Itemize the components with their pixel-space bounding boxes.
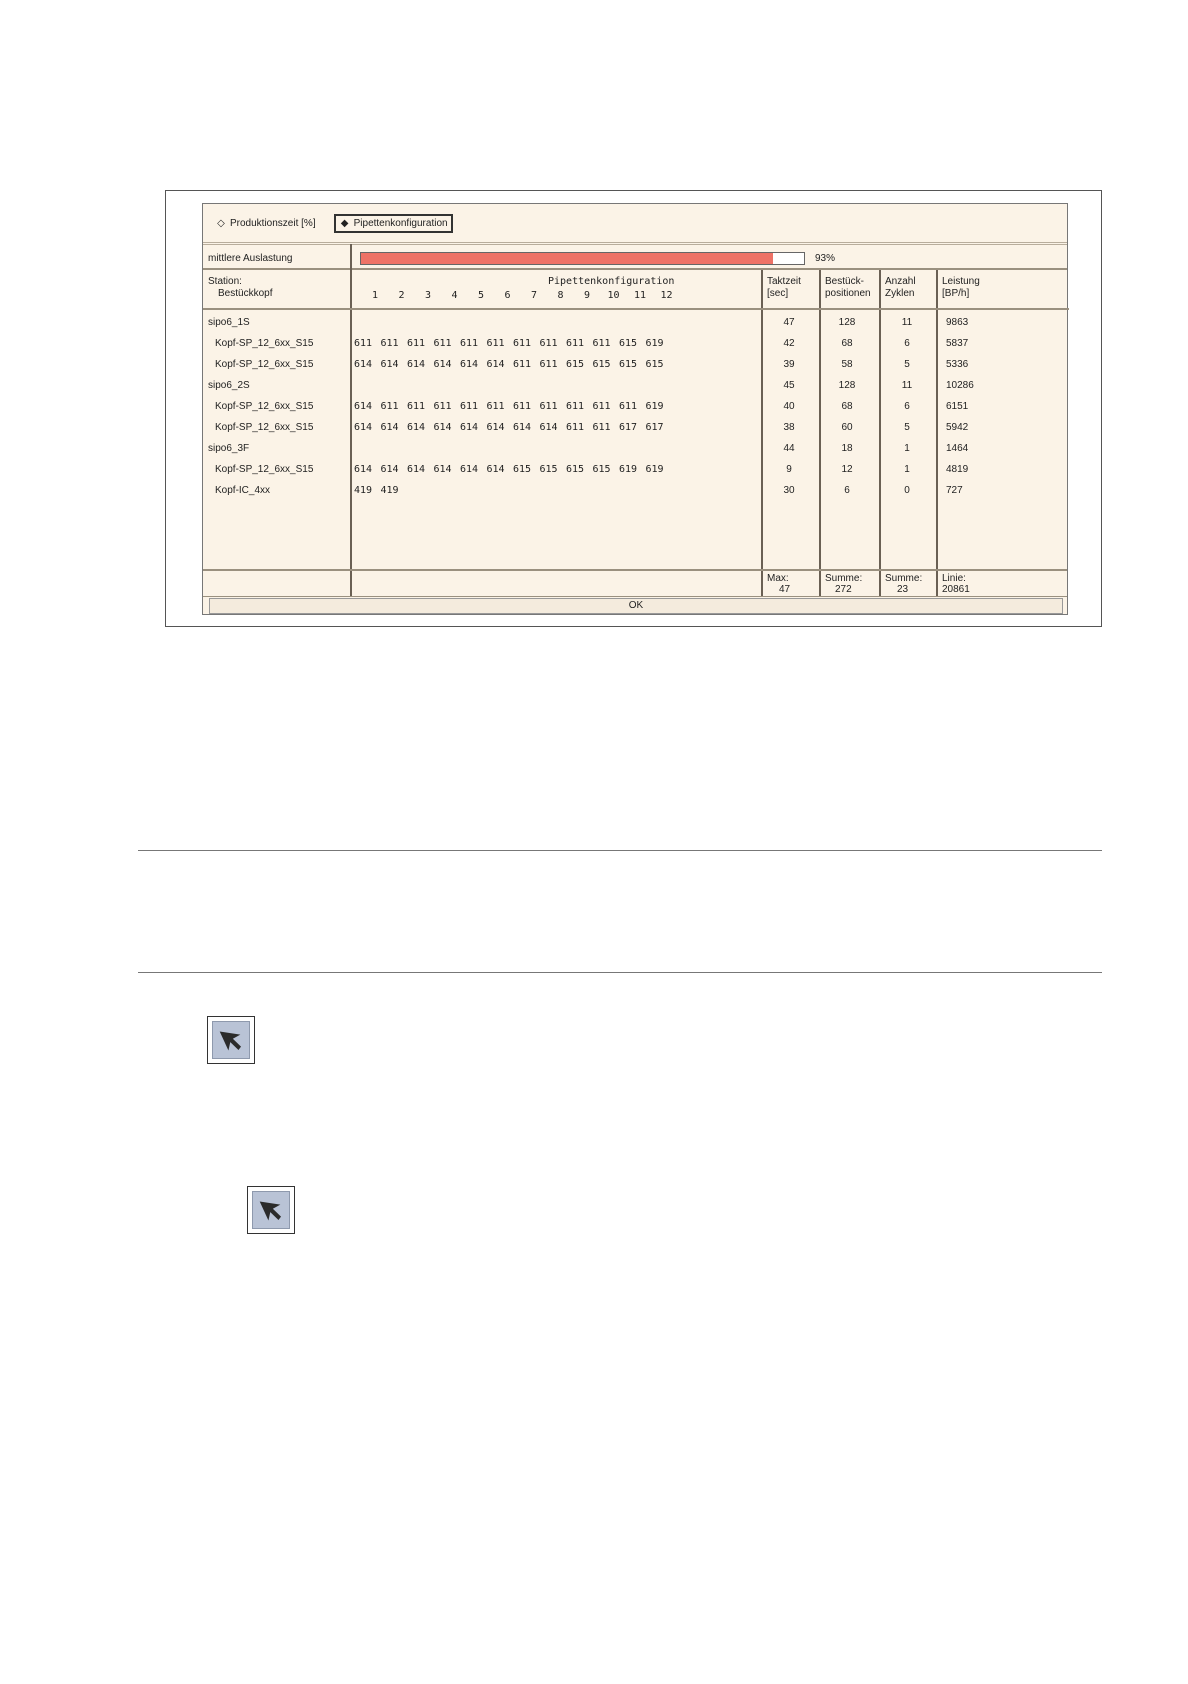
mode-bar — [203, 204, 1067, 243]
position-number: 2 — [398, 290, 405, 301]
takt-value: 47 — [783, 317, 795, 328]
pipette-cell: 611 — [407, 338, 426, 349]
pipette-cell: 614 — [354, 422, 373, 433]
pipette-cell: 611 — [513, 401, 532, 412]
placements-value: 128 — [838, 380, 856, 391]
pointer-arrow-icon — [212, 1021, 250, 1059]
pipette-cell: 617 — [619, 422, 638, 433]
head-name: Kopf-SP_12_6xx_S15 — [215, 422, 314, 433]
placements-value: 60 — [841, 422, 853, 433]
header-takt-label: Taktzeit — [767, 276, 801, 287]
table-row — [203, 480, 1069, 502]
utilization-bar-fill — [361, 253, 773, 264]
cycles-value: 6 — [904, 338, 910, 349]
takt-value: 30 — [783, 485, 795, 496]
pipette-cell: 614 — [460, 359, 479, 370]
header-divider — [203, 308, 1069, 310]
cycles-value: 6 — [904, 401, 910, 412]
footer-placements-sum — [825, 573, 862, 595]
radio-selected-icon[interactable]: ◆ — [340, 217, 349, 229]
pipette-cell: 614 — [460, 464, 479, 475]
pipette-cell: 611 — [566, 422, 585, 433]
position-number: 1 — [371, 290, 379, 301]
pipette-cell: 611 — [407, 401, 426, 412]
footer-max-value: 47 — [779, 584, 791, 595]
pipette-cell: 615 — [592, 464, 611, 475]
pipette-cell: 619 — [619, 464, 638, 475]
cycles-value: 11 — [901, 317, 913, 328]
pipette-cell: 615 — [566, 359, 585, 370]
takt-value: 38 — [783, 422, 795, 433]
takt-value: 39 — [783, 359, 795, 370]
totals-row — [203, 569, 1067, 597]
table-row — [203, 438, 1069, 460]
pipette-cell: 614 — [433, 464, 452, 475]
footer-line-value: 20861 — [942, 584, 970, 595]
head-name: Kopf-SP_12_6xx_S15 — [215, 338, 314, 349]
pipette-cell: 614 — [513, 422, 532, 433]
pipette-cell: 615 — [539, 464, 558, 475]
pointer-tool-button[interactable] — [247, 1186, 295, 1234]
pointer-tool-button[interactable] — [207, 1016, 255, 1064]
pipette-cell: 611 — [592, 422, 611, 433]
cycles-value: 0 — [904, 485, 910, 496]
pipette-cell: 619 — [645, 338, 664, 349]
pipette-cell: 611 — [619, 401, 638, 412]
section-rule-top — [138, 850, 1102, 851]
position-number: 5 — [477, 290, 485, 301]
line-statistics-dialog — [202, 203, 1068, 615]
pipette-cell: 611 — [460, 401, 479, 412]
placements-value: 18 — [841, 443, 853, 454]
pipette-cell: 419 — [354, 485, 373, 496]
pipette-cell: 614 — [486, 422, 505, 433]
pipette-cell: 611 — [380, 338, 399, 349]
cycles-value: 11 — [901, 380, 913, 391]
cycles-value: 1 — [904, 443, 910, 454]
footer-sum-label: Summe: — [825, 573, 863, 584]
pipette-cell: 611 — [539, 359, 558, 370]
station-name: sipo6_2S — [208, 380, 250, 391]
mode-label: Produktionszeit [%] — [230, 217, 316, 229]
pipette-cell: 614 — [460, 422, 479, 433]
footer-max-label: Max: — [767, 573, 789, 584]
cycles-value: 1 — [904, 464, 910, 475]
performance-value: 9863 — [946, 317, 969, 328]
footer-sum-label: Summe: — [885, 573, 923, 584]
table-row — [203, 417, 1069, 439]
performance-value: 5837 — [946, 338, 969, 349]
pipette-cell: 611 — [433, 338, 452, 349]
footer-sum-value: 272 — [835, 584, 852, 595]
takt-value: 44 — [783, 443, 795, 454]
placements-value: 68 — [841, 338, 853, 349]
pipette-cell: 611 — [566, 401, 585, 412]
performance-value: 6151 — [946, 401, 969, 412]
header-takt — [767, 276, 801, 300]
pipette-cell: 611 — [354, 338, 373, 349]
header-positions — [364, 290, 764, 302]
footer-line-total — [942, 573, 970, 595]
table-row — [203, 375, 1069, 397]
pipette-cell: 615 — [645, 359, 664, 370]
pipette-cell: 611 — [433, 401, 452, 412]
header-station-label: Station: — [208, 276, 242, 287]
utilization-label: mittlere Auslastung — [208, 253, 293, 264]
pipette-cell: 611 — [592, 338, 611, 349]
pipette-cell: 614 — [407, 422, 426, 433]
placements-value: 58 — [841, 359, 853, 370]
table-row — [203, 396, 1069, 418]
placements-value: 68 — [841, 401, 853, 412]
position-number: 10 — [607, 290, 620, 301]
head-name: Kopf-IC_4xx — [215, 485, 271, 496]
pipette-cell: 615 — [592, 359, 611, 370]
table-row — [203, 459, 1069, 481]
pipette-cell: 614 — [380, 422, 399, 433]
header-cycles-label: Anzahl — [885, 276, 916, 287]
pipette-cell: 619 — [645, 464, 664, 475]
header-performance-label: Leistung — [942, 276, 980, 287]
pipette-cell: 611 — [513, 338, 532, 349]
pipette-cell: 611 — [486, 401, 505, 412]
table-row — [203, 354, 1069, 376]
table-row — [203, 312, 1069, 334]
pipette-cell: 611 — [460, 338, 479, 349]
pipette-cell: 614 — [380, 359, 399, 370]
position-number: 7 — [530, 290, 538, 301]
head-name: Kopf-SP_12_6xx_S15 — [215, 464, 314, 475]
pipette-cell: 611 — [592, 401, 611, 412]
pipette-cell: 615 — [619, 338, 638, 349]
takt-value: 42 — [783, 338, 795, 349]
station-name: sipo6_1S — [208, 317, 250, 328]
header-cycles — [885, 276, 916, 300]
section-rule-bottom — [138, 972, 1102, 973]
header-cycles-label-2: Zyklen — [885, 288, 915, 299]
mode-option-pipette-config[interactable] — [334, 214, 453, 233]
position-number: 3 — [424, 290, 432, 301]
pipette-cell: 614 — [486, 464, 505, 475]
pipette-cell: 611 — [539, 401, 558, 412]
pipette-cell: 611 — [539, 338, 558, 349]
position-number: 4 — [451, 290, 458, 301]
footer-sum-value: 23 — [897, 584, 909, 595]
pipette-cell: 617 — [645, 422, 664, 433]
footer-line-label: Linie: — [942, 573, 966, 584]
performance-value: 5336 — [946, 359, 969, 370]
position-number: 11 — [633, 290, 647, 301]
pipette-cell: 615 — [619, 359, 638, 370]
pipette-cell: 614 — [354, 359, 373, 370]
footer-max — [767, 573, 790, 595]
pipette-cell: 611 — [486, 338, 505, 349]
header-takt-unit: [sec] — [767, 288, 789, 299]
utilization-percent: 93% — [815, 253, 836, 264]
placements-value: 12 — [841, 464, 853, 475]
head-name: Kopf-SP_12_6xx_S15 — [215, 401, 314, 412]
pipette-cell: 615 — [513, 464, 532, 475]
placements-value: 128 — [838, 317, 856, 328]
header-placements-label-2: positionen — [825, 288, 871, 299]
cycles-value: 5 — [904, 359, 910, 370]
performance-value: 5942 — [946, 422, 969, 433]
position-number: 8 — [557, 290, 564, 301]
pipette-cell: 614 — [539, 422, 558, 433]
utilization-row — [203, 244, 1067, 270]
pipette-cell: 614 — [407, 359, 426, 370]
footer-cycles-sum — [885, 573, 922, 595]
pipette-cell: 614 — [486, 359, 505, 370]
takt-value: 40 — [783, 401, 795, 412]
radio-unselected-icon[interactable]: ◇ — [217, 217, 225, 229]
pipette-cell: 611 — [566, 338, 585, 349]
mode-option-production-time[interactable] — [211, 216, 320, 231]
pipette-cell: 419 — [380, 485, 399, 496]
pipette-cell: 614 — [407, 464, 426, 475]
pipette-cell: 615 — [566, 464, 585, 475]
utilization-bar — [360, 252, 805, 265]
pipette-cell: 611 — [380, 401, 399, 412]
header-placements-label: Bestück- — [825, 276, 864, 287]
header-station — [208, 276, 272, 300]
pipette-cell: 614 — [433, 422, 452, 433]
pipette-cell: 614 — [354, 401, 373, 412]
header-performance-unit: [BP/h] — [942, 288, 970, 299]
header-pipette-config: Pipettenkonfiguration — [548, 276, 675, 287]
performance-value: 10286 — [946, 380, 974, 391]
takt-value: 9 — [786, 464, 792, 475]
performance-value: 1464 — [946, 443, 969, 454]
header-placements — [825, 276, 871, 300]
takt-value: 45 — [783, 380, 795, 391]
position-number: 6 — [504, 290, 511, 301]
pipette-cell: 614 — [380, 464, 399, 475]
header-head-label: Bestückkopf — [218, 288, 273, 299]
performance-value: 4819 — [946, 464, 969, 475]
placements-value: 6 — [844, 485, 850, 496]
ok-button[interactable]: OK — [209, 598, 1063, 614]
pipette-cell: 614 — [354, 464, 373, 475]
pipette-cell: 614 — [433, 359, 452, 370]
table-row — [203, 333, 1069, 355]
header-performance — [942, 276, 980, 300]
pipette-cell: 611 — [513, 359, 532, 370]
pipette-cell: 619 — [645, 401, 664, 412]
station-name: sipo6_3F — [208, 443, 250, 454]
position-number: 12 — [660, 290, 673, 301]
head-name: Kopf-SP_12_6xx_S15 — [215, 359, 314, 370]
cycles-value: 5 — [904, 422, 910, 433]
position-number: 9 — [583, 290, 591, 301]
pointer-arrow-icon — [252, 1191, 290, 1229]
mode-label: Pipettenkonfiguration — [353, 217, 448, 229]
performance-value: 727 — [946, 485, 963, 496]
